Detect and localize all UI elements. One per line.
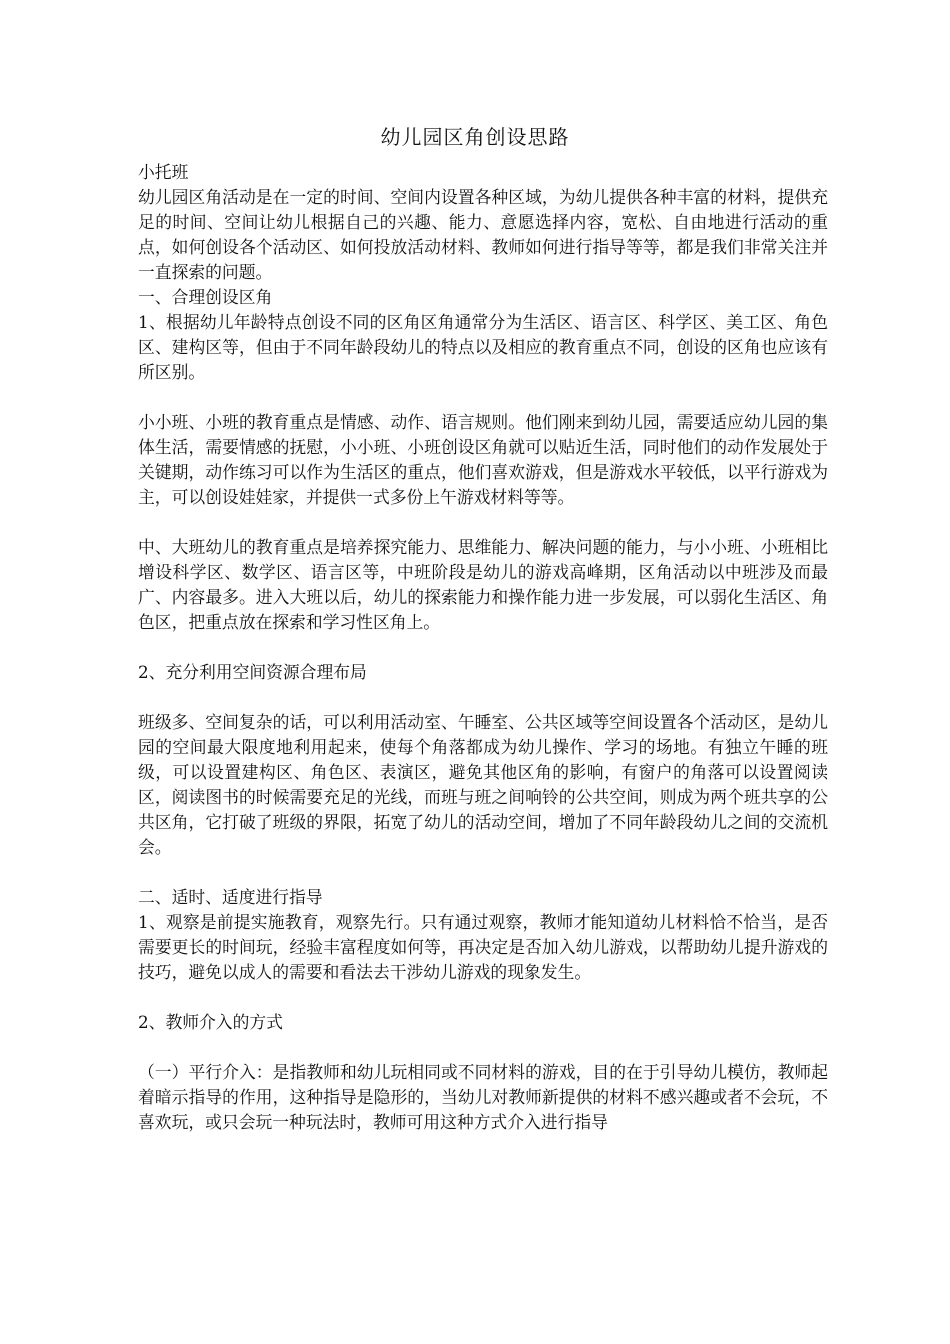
paragraph-gap [138,635,828,660]
section-1-paragraph-3: 中、大班幼儿的教育重点是培养探究能力、思维能力、解决问题的能力，与小小班、小班相比增设科学区、数学区、语言区等，中班阶段是幼儿的游戏高峰期，区角活动以中班涉及而最广、内容最多。进入大班以后，幼儿的探索能力和操作能力进一步发展，可以弱化生活区、角色区，把重点放在探索和学习性区角上。 [138,537,828,632]
paragraph-gap [138,510,828,535]
section-1-paragraph-1: 1、根据幼儿年龄特点创设不同的区角区角通常分为生活区、语言区、科学区、美工区、角色区、建构区等，但由于不同年龄段幼儿的特点以及相应的教育重点不同，创设的区角也应该有所区别。 [138,312,828,382]
intro-paragraph: 幼儿园区角活动是在一定的时间、空间内设置各种区域，为幼儿提供各种丰富的材料，提供充足的时间、空间让幼儿根据自己的兴趣、能力、意愿选择内容，宽松、自由地进行活动的重点，如何创设各个活动区、如何投放活动材料、教师如何进行指导等等，都是我们非常关注并一直探索的问题。 [138,187,828,282]
paragraph-gap [138,385,828,410]
section-2-heading: 二、适时、适度进行指导 [138,887,323,907]
section-1-heading: 一、合理创设区角 [138,287,273,307]
document-body [138,160,828,1135]
paragraph-gap [138,860,828,885]
paragraph-gap [138,985,828,1010]
section-1-subheading-2: 2、充分利用空间资源合理布局 [138,662,367,682]
section-2-paragraph-1: 1、观察是前提实施教育，观察先行。只有通过观察，教师才能知道幼儿材料恰不恰当，是否需要更长的时间玩，经验丰富程度如何等，再决定是否加入幼儿游戏，以帮助幼儿提升游戏的技巧，避免以成人的需要和看法去干涉幼儿游戏的现象发生。 [138,912,828,982]
document-title: 幼儿园区角创设思路 [380,125,570,149]
section-2-paragraph-3: （一）平行介入：是指教师和幼儿玩相同或不同材料的游戏，目的在于引导幼儿模仿，教师起着暗示指导的作用，这种指导是隐形的，当幼儿对教师新提供的材料不感兴趣或者不会玩，不喜欢玩，或只会玩一种玩法时，教师可用这种方式介入进行指导 [138,1062,828,1132]
section-1-paragraph-5: 班级多、空间复杂的话，可以利用活动室、午睡室、公共区域等空间设置各个活动区，是幼儿园的空间最大限度地利用起来，使每个角落都成为幼儿操作、学习的场地。有独立午睡的班级，可以设置建构区、角色区、表演区，避免其他区角的影响，有窗户的角落可以设置阅读区，阅读图书的时候需要充足的光线，而班与班之间响铃的公共空间，则成为两个班共享的公共区角，它打破了班级的界限，拓宽了幼儿的活动空间，增加了不同年龄段幼儿之间的交流机会。 [138,712,828,857]
paragraph-gap [138,685,828,710]
section-1-paragraph-2: 小小班、小班的教育重点是情感、动作、语言规则。他们刚来到幼儿园，需要适应幼儿园的集体生活，需要情感的抚慰，小小班、小班创设区角就可以贴近生活，同时他们的动作发展处于关键期，动作练习可以作为生活区的重点，他们喜欢游戏，但是游戏水平较低，以平行游戏为主，可以创设娃娃家，并提供一式多份上午游戏材料等等。 [138,412,828,507]
section-2-subheading-2: 2、教师介入的方式 [138,1012,283,1032]
class-label: 小托班 [138,162,189,182]
paragraph-gap [138,1035,828,1060]
